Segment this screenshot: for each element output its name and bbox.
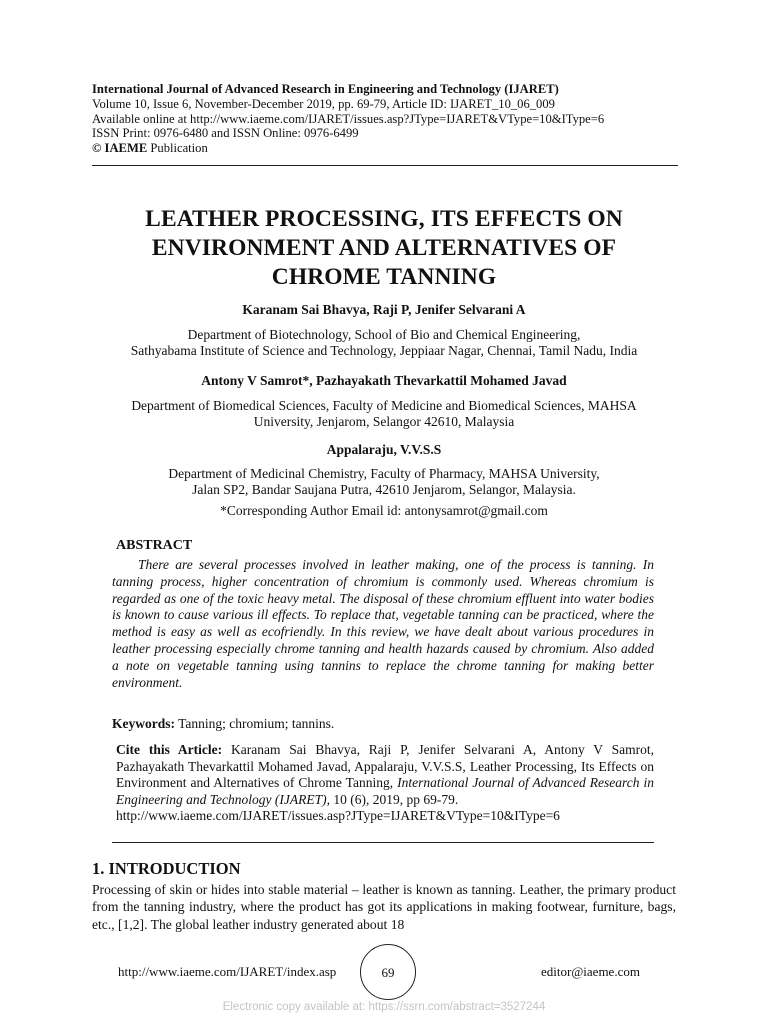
cite-text: Karanam Sai Bhavya, Raji P, Jenifer Selvarani A, Antony V Samrot, Pazhayakath Thevarkattil Mohamed Javad, Appalaraju, V.V.S.S, Leather Processing, Its Effects on Environment and Alternatives of Chrome Tanning, bbox=[116, 742, 655, 791]
issn-info: ISSN Print: 0976-6480 and ISSN Online: 0976-6499 bbox=[92, 126, 359, 141]
introduction-text: Processing of skin or hides into stable material – leather is known as tanning. Leather, the primary product from the tanning industry, where the product has got its applications in making footwear, furniture, bags, etc., [1,2]. The global leather industry generated about 18 bbox=[92, 882, 676, 932]
cite-journal: International Journal of Advanced Research in Engineering and Technology (IJARET), bbox=[116, 775, 654, 807]
header-divider bbox=[92, 165, 678, 166]
cite-tail: 10 (6), 2019, pp 69-79. bbox=[329, 791, 459, 807]
author-names: Karanam Sai Bhavya, Raji P, Jenifer Selvarani A bbox=[242, 302, 526, 317]
publisher-mark: © IAEME bbox=[92, 141, 148, 156]
keywords-text: Tanning; chromium; tannins. bbox=[175, 716, 335, 731]
keywords-label: Keywords: bbox=[112, 716, 175, 731]
abstract-heading: ABSTRACT bbox=[116, 538, 193, 553]
footer-url[interactable]: http://www.iaeme.com/IJARET/index.asp bbox=[118, 964, 337, 979]
author-group-1 bbox=[70, 302, 698, 360]
affiliation: Department of Medicinal Chemistry, Faculty of Pharmacy, MAHSA University, bbox=[168, 465, 600, 481]
section-heading: 1. INTRODUCTION bbox=[92, 859, 241, 878]
title-line: CHROME TANNING bbox=[271, 264, 497, 290]
affiliation: Sathyabama Institute of Science and Technology, Jeppiaar Nagar, Chennai, Tamil Nadu, India bbox=[130, 343, 638, 358]
journal-header bbox=[92, 82, 682, 156]
footer-email[interactable]: editor@iaeme.com bbox=[541, 964, 640, 979]
affiliation: Department of Biotechnology, School of Bio and Chemical Engineering, bbox=[187, 326, 581, 342]
cite-label: Cite this Article: bbox=[116, 742, 223, 757]
abstract-text: There are several processes involved in leather making, one of the process is tanning. In tanning process, higher concentration of chromium is commonly used. Whereas chromium is regarded as one of the toxic heavy metal. The disposal of these chromium effluent into water bodies is known to cause various ill effects. To replace that, vegetable tanning can be practiced, where the method is easy as well as ecofriendly. In this review, we have dealt about various procedures in leather processing especially chrome tanning and health hazards caused by chromium. Also added a note on vegetable tanning using tannins to replace the chrome tanning for making better environment. bbox=[112, 557, 654, 690]
volume-info: Volume 10, Issue 6, November-December 2019, pp. 69-79, Article ID: IJARET_10_06_009 bbox=[92, 96, 555, 111]
author-group-3 bbox=[70, 442, 698, 519]
affiliation: Jalan SP2, Bandar Saujana Putra, 42610 Jenjarom, Selangor, Malaysia. bbox=[192, 482, 576, 497]
page-number: 69 bbox=[360, 944, 416, 1000]
publisher-line bbox=[92, 141, 682, 156]
affiliation: University, Jenjarom, Selangor 42610, Malaysia bbox=[253, 414, 515, 429]
availability-link[interactable]: Available online at http://www.iaeme.com/IJARET/issues.asp?JType=IJARET&VType=10&IType=6 bbox=[92, 111, 605, 126]
cite-block bbox=[116, 742, 654, 825]
title-line: ENVIRONMENT AND ALTERNATIVES OF bbox=[151, 235, 617, 261]
author-names: Appalaraju, V.V.S.S bbox=[326, 442, 442, 457]
keywords bbox=[112, 716, 654, 732]
title-line: LEATHER PROCESSING, ITS EFFECTS ON bbox=[145, 206, 623, 232]
author-names: Antony V Samrot*, Pazhayakath Thevarkattil Mohamed Javad bbox=[201, 373, 567, 388]
affiliation: Department of Biomedical Sciences, Faculty of Medicine and Biomedical Sciences, MAHSA bbox=[131, 397, 637, 413]
publisher-word: Publication bbox=[147, 141, 208, 156]
author-group-2 bbox=[70, 373, 698, 431]
ssrn-watermark: Electronic copy available at: https://ssrn.com/abstract=3527244 bbox=[222, 1001, 546, 1013]
journal-title: International Journal of Advanced Research in Engineering and Technology (IJARET) bbox=[92, 82, 559, 96]
cite-url[interactable]: http://www.iaeme.com/IJARET/issues.asp?JType=IJARET&VType=10&IType=6 bbox=[116, 808, 560, 824]
corresponding-author: *Corresponding Author Email id: antonysamrot@gmail.com bbox=[220, 502, 548, 518]
paper-title bbox=[84, 205, 684, 292]
cite-divider bbox=[112, 842, 654, 843]
